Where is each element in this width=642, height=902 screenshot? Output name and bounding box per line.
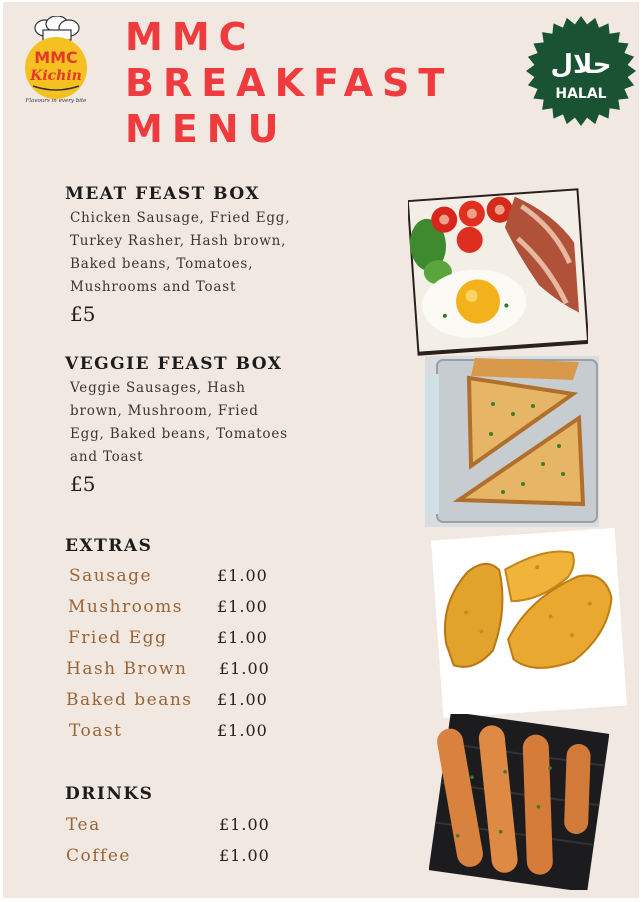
halal-label: HALAL [555,86,607,102]
meat-feast-price: £5 [70,302,96,326]
logo-brand-line2: Kichin [30,68,82,84]
hash-brown-photo [431,528,627,718]
meat-feast-photo [408,188,588,356]
extras-item-price: £1.00 [217,566,268,585]
meat-feast-title: MEAT FEAST BOX [65,184,261,204]
meat-feast-line: Baked beans, Tomatoes, [70,256,254,272]
veggie-feast-line: brown, Mushroom, Fried [70,403,259,419]
extras-row [65,659,285,689]
title-line-3: MENU [125,107,288,151]
halal-arabic-text: حلال [550,50,612,80]
halal-badge [525,15,637,127]
meat-feast-description [70,207,315,299]
menu-title [125,14,453,152]
extras-item-price: £1.00 [217,690,268,709]
extras-row [65,690,285,720]
title-line-1: MMC [125,15,256,59]
extras-item-name: Mushrooms [68,597,183,617]
drinks-item-price: £1.00 [219,815,270,834]
drinks-item-name: Tea [66,815,101,835]
veggie-feast-line: Veggie Sausages, Hash [70,380,246,396]
veggie-feast-title: VEGGIE FEAST BOX [65,354,283,374]
extras-row [65,597,285,627]
drinks-row [65,815,285,845]
title-line-2: BREAKFAST [125,61,454,105]
veggie-feast-line: and Toast [70,449,144,465]
toast-photo [423,354,601,529]
meat-feast-line: Turkey Rasher, Hash brown, [70,233,287,249]
extras-title: EXTRAS [65,536,153,556]
veggie-feast-line: Egg, Baked beans, Tomatoes [70,426,288,442]
logo-tagline: Flavours in every bite [25,98,87,104]
extras-item-name: Fried Egg [68,628,168,648]
extras-item-price: £1.00 [217,721,268,740]
extras-item-name: Hash Brown [66,659,188,679]
extras-item-name: Toast [69,721,123,741]
extras-item-price: £1.00 [217,628,268,647]
veggie-feast-description [70,377,315,469]
extras-item-price: £1.00 [219,659,270,678]
extras-row [65,628,285,658]
drinks-row [65,846,285,876]
drinks-item-name: Coffee [66,846,131,866]
extras-row [65,566,285,596]
extras-row [65,721,285,751]
mmc-kichin-logo [19,16,93,106]
meat-feast-line: Mushrooms and Toast [70,279,237,295]
drinks-title: DRINKS [65,784,154,804]
extras-item-price: £1.00 [217,597,268,616]
sausages-photo [429,714,609,890]
meat-feast-line: Chicken Sausage, Fried Egg, [70,210,291,226]
logo-brand-line1: MMC [34,48,78,67]
veggie-feast-price: £5 [70,472,96,496]
extras-item-name: Baked beans [66,690,193,710]
menu-page [3,2,639,898]
extras-item-name: Sausage [69,566,153,586]
drinks-item-price: £1.00 [219,846,270,865]
